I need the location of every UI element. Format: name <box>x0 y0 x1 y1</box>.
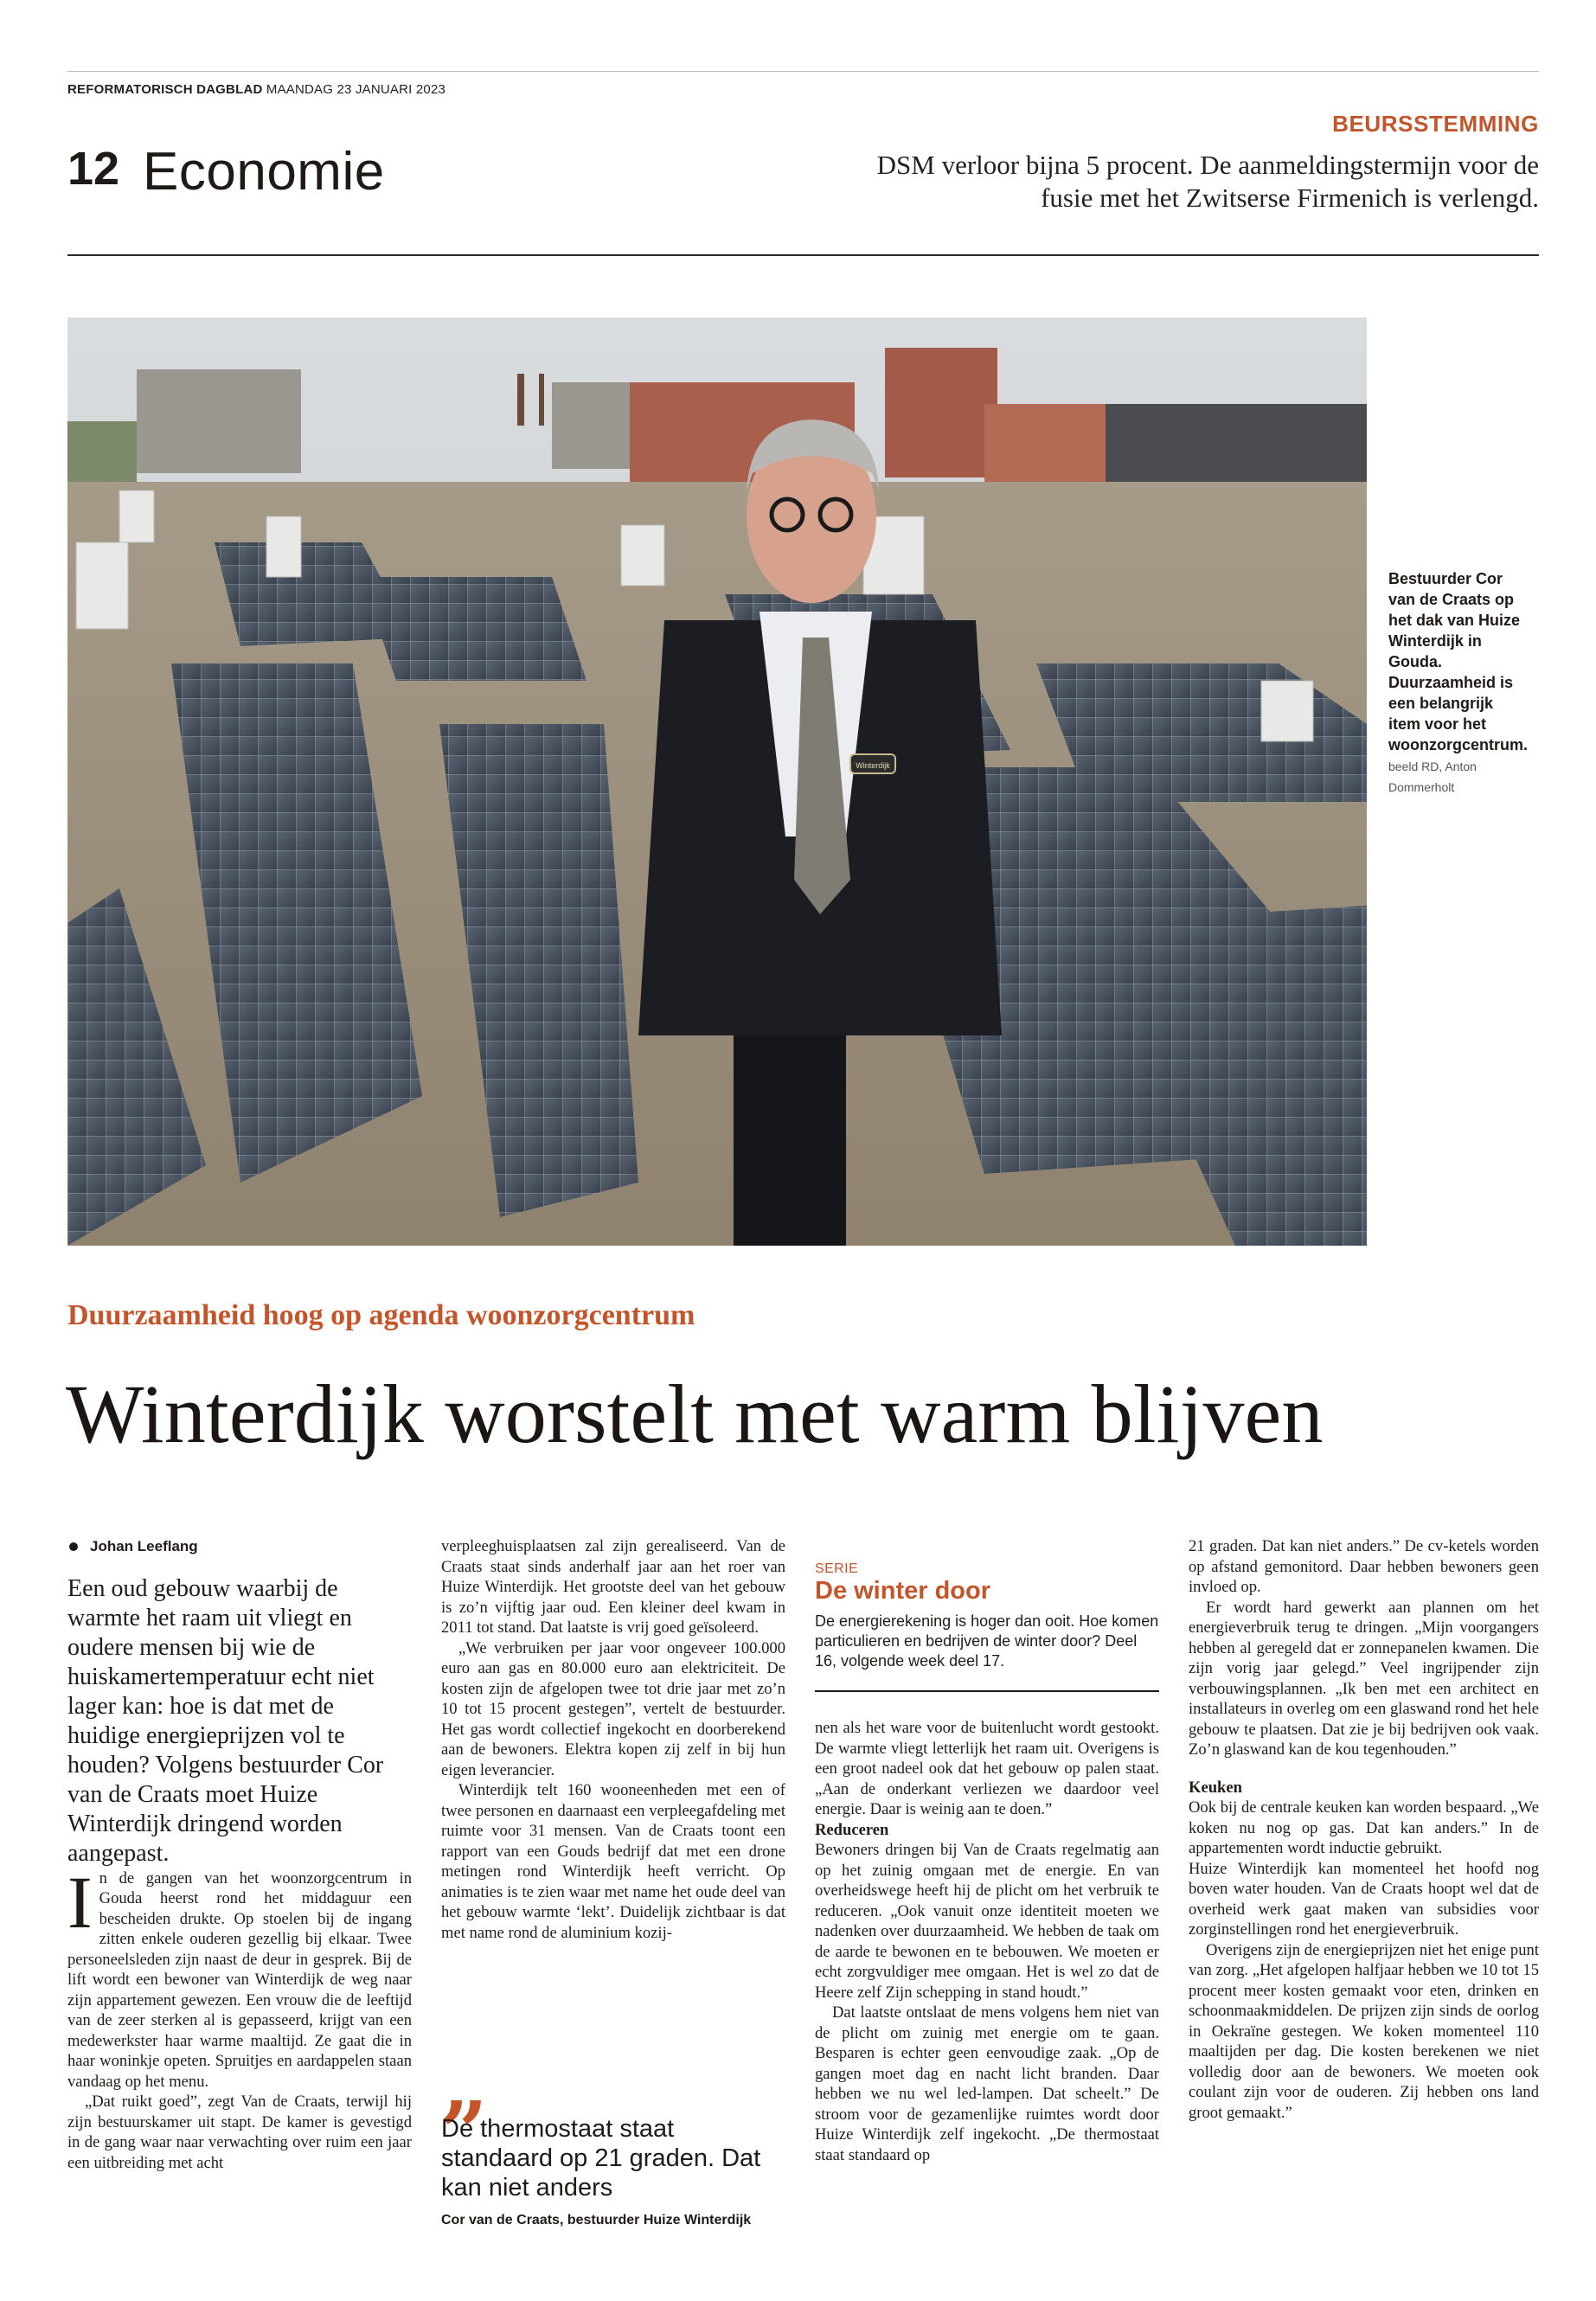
article-kicker: Duurzaamheid hoog op agenda woonzorgcentrum <box>67 1299 695 1331</box>
bullet-icon <box>69 1542 78 1551</box>
serie-title: De winter door <box>815 1576 991 1605</box>
quote-mark-icon: „ <box>441 2035 490 2133</box>
paper-name: REFORMATORISCH DAGBLAD <box>67 82 263 97</box>
paragraph-text: n de gangen van het woonzorgcentrum in Gouda heerst rond het middaguur een bescheiden drukte. Op stoelen bij de ingang zitten enkele ouderen gezellig bij elkaar. Twee personeelsleden zijn naast de deur in gesprek. Bij de lift wordt een bewoner van Winterdijk de weg naar zijn appartement gewezen. Een vrouw die de leeftijd van de zeer sterken al is gepasseerd, krijgt van een medewerkster haar warme maaltijd. Ze gaat die in haar woninkje opeten. Spruitjes en aardappelen staan vandaag op het menu. <box>67 1868 412 2091</box>
beurs-text: DSM verloor bijna 5 procent. De aanmeldingstermijn voor de fusie met het Zwitserse Firmenich is verlengd. <box>876 150 1539 213</box>
body-paragraph: „We verbruiken per jaar voor ongeveer 100.000 euro aan gas en 80.000 euro aan elektriciteit. De kosten zijn de afgelopen twee tot drie jaar met zo’n 10 tot 15 procent gestegen”, vertelt de bestuurder. Het gas wordt collectief ingekocht en doorberekend aan de bewoners. Elektra kopen zij zelf in bij hun eigen leverancier. <box>441 1638 785 1779</box>
masthead-top-rule <box>67 71 1539 72</box>
drop-cap: I <box>67 1860 93 1944</box>
body-paragraph: nen als het ware voor de buitenlucht wordt gestookt. De warmte vliegt letterlijk het raam uit. Overigens is een groot nadeel ook dat het gebouw op palen staat. „Aan de onderkant verliezen we daardoor veel energie. Daar is weinig aan te doen.” <box>815 1719 1159 1818</box>
rooftop-solar-photo <box>67 317 1367 1246</box>
byline <box>67 1536 412 1557</box>
body-paragraph: Huize Winterdijk kan momenteel het hoofd nog boven water houden. Van de Craats hoopt wel dat de overheid werk gaat maken van subsidies voor zorginstellingen rond het energieverbruik. <box>1189 1859 1539 1939</box>
body-paragraph: 21 graden. Dat kan niet anders.” De cv-ketels worden op afstand gemonitord. Daar hebben bewoners geen invloed op. <box>1189 1537 1539 1596</box>
author-name: Johan Leeflang <box>90 1538 198 1554</box>
serie-divider <box>815 1690 1159 1692</box>
article-intro: Een oud gebouw waarbij de warmte het raam uit vliegt en oudere mensen bij wie de huiskamertemperatuur echt niet lager kan: hoe is dat met de huidige energieprijzen vol te houden? Volgens bestuurder Cor van de Craats moet Huize Winterdijk dringend worden aangepast. <box>67 1574 384 1867</box>
section-title: Economie <box>143 142 385 202</box>
body-paragraph <box>67 1860 412 2093</box>
beurs-label: BEURSSTEMMING <box>1332 111 1539 137</box>
body-paragraph: Bewoners dringen bij Van de Craats regelmatig aan op het zuinig omgaan met de energie. En van overheidswege heeft hij de plicht om het verbruik te reduceren. „Ook vanuit onze identiteit moeten we nadenken over duurzaamheid. We hebben de taak om de aarde te bewonen en te bebouwen. We moeten er echt zorgvuldiger mee omgaan. Het is wel zo dat de Heere zelf Zijn schepping in stand houdt.” <box>815 1841 1159 2002</box>
body-paragraph: Er wordt hard gewerkt aan plannen om het energieverbruik terug te dringen. „Mijn voorgangers hebben al geregeld dat er zonnepanelen kwamen. Die zijn vorig jaar gelegd.” Veel ingrijpender zijn verbouwingsplannen. „Ik ben met een architect en installateurs in overleg om een glaswand rond het hele gebouw te plaatsen. Dat zie je bij bedrijven ook vaak. Zo’n glaswand kan de kou tegenhouden.” <box>1189 1598 1539 1759</box>
body-paragraph: Overigens zijn de energieprijzen niet het enige punt van zorg. „Het afgelopen halfjaar hebben we 10 tot 15 procent meer kosten gemaakt voor eten, drinken en schoonmaakmiddelen. De prijzen zijn sinds de oorlog in Oekraïne gestegen. We koken momenteel 110 maaltijden per dag. Die kosten berekenen we niet volledig door aan de bewoners. We moeten ook coulant zijn voor de ouderen. Zij hebben ons land groot gemaakt.” <box>1189 1940 1539 2122</box>
column-4 <box>1189 1536 1539 2123</box>
photo-caption <box>1388 568 1527 797</box>
caption-text: Bestuurder Cor van de Craats op het dak van Huize Winterdijk in Gouda. Duurzaamheid is een belangrijk item voor het woonzorgcentrum. <box>1388 570 1528 753</box>
masthead-bottom-rule <box>67 254 1539 256</box>
issue-date: MAANDAG 23 JANUARI 2023 <box>266 82 446 97</box>
quote-text: De thermostaat staat standaard op 21 graden. Dat kan niet anders <box>441 2115 761 2202</box>
column-2 <box>441 1536 785 1943</box>
body-paragraph: Ook bij de centrale keuken kan worden bespaard. „We koken nu nog op gas. Dat kan anders.” In de appartementen wordt inductie gebruikt. <box>1189 1798 1539 1857</box>
subheading: Reduceren <box>815 1820 889 1839</box>
page-number: 12 <box>67 143 120 195</box>
pull-quote <box>441 2035 787 2228</box>
photo-credit: beeld RD, Anton Dommerholt <box>1388 760 1477 794</box>
body-paragraph: Winterdijk telt 160 wooneenheden met een of twee personen en daarnaast een verpleegafdeling met ruimte voor 31 mensen. Van de Craats toont een rapport van een Gouds bedrijf dat met een drone metingen rond Winterdijk heeft verricht. Op animaties is te zien waar met name het oude deel van het gebouw warmte ‘lekt’. Duidelijk zichtbaar is dat met name rond de aluminium kozij- <box>441 1781 785 1942</box>
body-paragraph: Dat laatste ontslaat de mens volgens hem niet van de plicht om zuinig met energie om te gaan. Besparen is echter geen eenvoudige zaak. „Op de gangen moet dag en nacht licht branden. Daar hebben we nu wel led-lampen. Dat scheelt.” De stroom voor de gezamenlijke ruimtes wordt door Huize Winterdijk zelf ingekocht. „De thermostaat staat standaard op <box>815 2003 1159 2164</box>
article-headline: Winterdijk worstelt met warm blijven <box>66 1368 1324 1460</box>
dateline <box>67 82 445 97</box>
article-photo <box>67 317 1367 1246</box>
quote-source: Cor van de Craats, bestuurder Huize Winterdijk <box>441 2213 752 2227</box>
column-1 <box>67 1536 412 2173</box>
subheading: Keuken <box>1189 1778 1242 1797</box>
serie-description: De energierekening is hoger dan ooit. Hoe komen particulieren en bedrijven de winter door? Deel 16, volgende week deel 17. <box>815 1612 1159 1670</box>
name-badge-text: Winterdijk <box>856 761 890 770</box>
serie-label: SERIE <box>815 1561 859 1576</box>
body-paragraph: verpleeghuisplaatsen zal zijn gerealiseerd. Van de Craats staat sinds anderhalf jaar aan het roer van Huize Winterdijk. Het grootste deel van het gebouw is zo’n vijftig jaar oud. Een kleiner deel kwam in 2011 tot stand. Dat laatste is vrij goed geïsoleerd. <box>441 1537 785 1637</box>
body-paragraph: „Dat ruikt goed”, zegt Van de Craats, terwijl hij zijn bestuurskamer uit stapt. De kamer is gevestigd in de gang waar naar verwachting over ruim een jaar een uitbreiding met acht <box>67 2093 412 2172</box>
column-3 <box>815 1536 1159 2165</box>
